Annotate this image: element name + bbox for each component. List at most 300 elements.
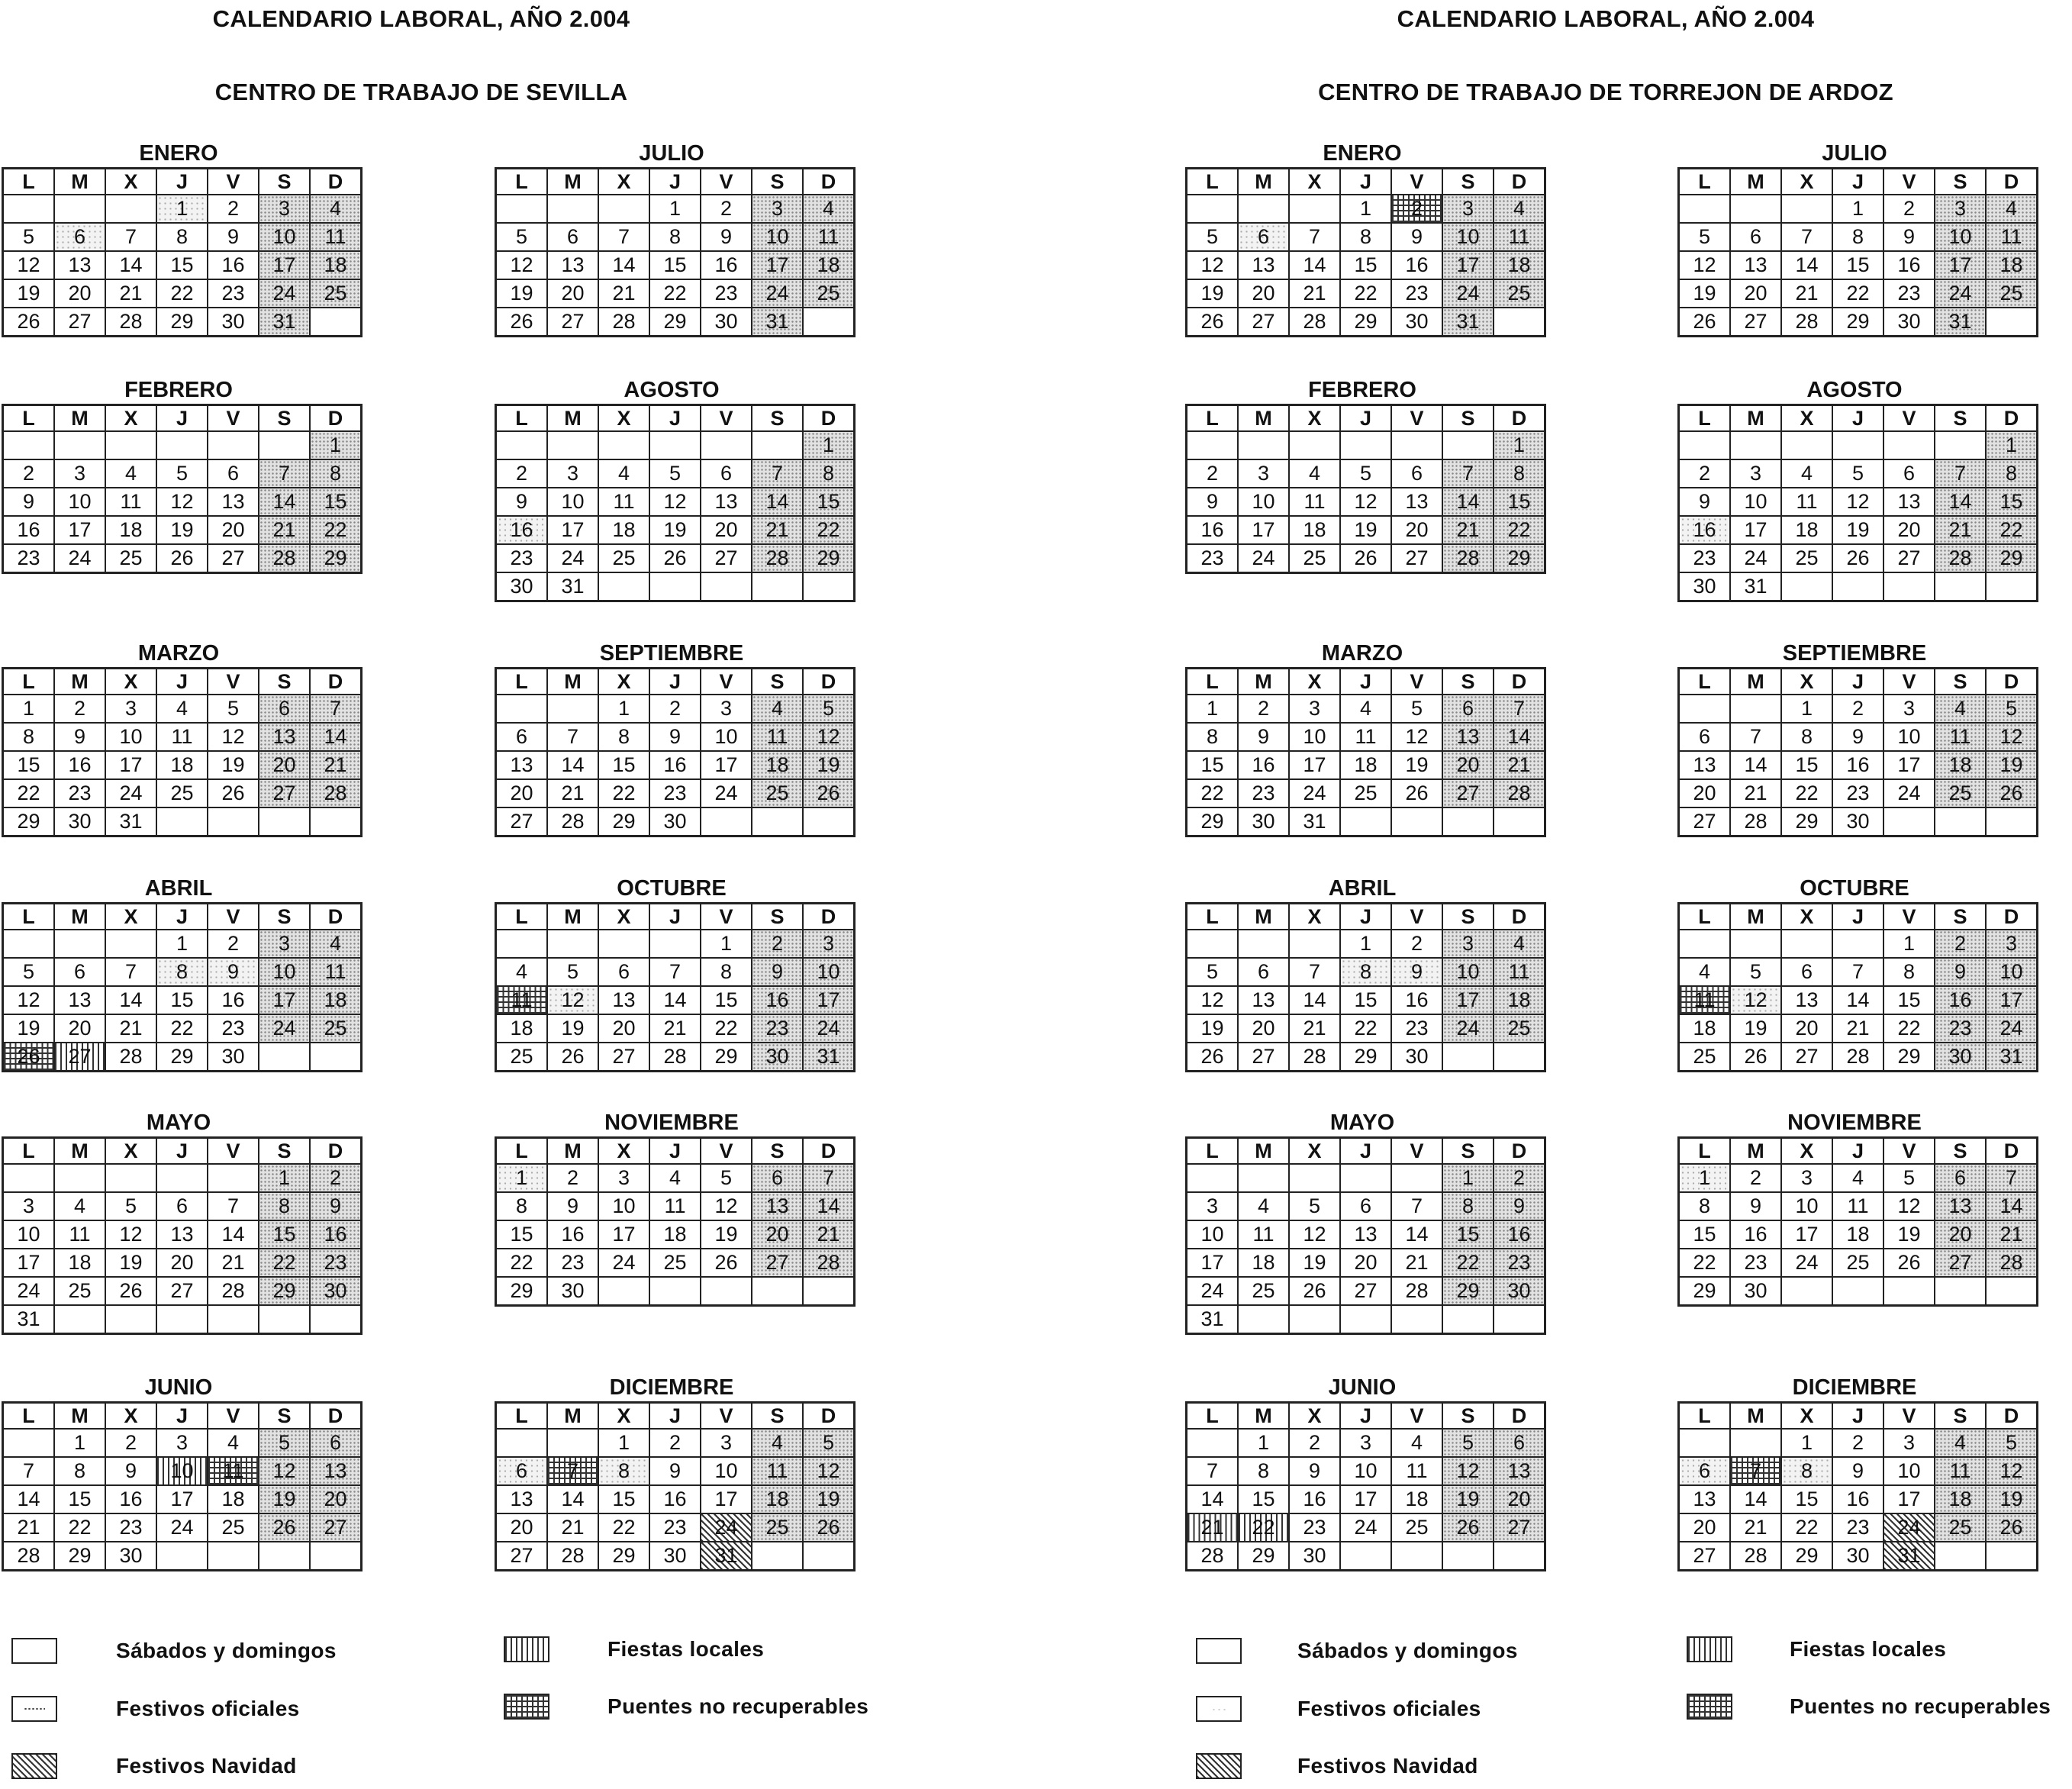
day-cell: 26	[259, 1513, 310, 1542]
day-cell: 9	[496, 488, 548, 516]
day-cell: 10	[259, 958, 310, 986]
month-name: AGOSTO	[1806, 378, 1903, 402]
legend-label-bridge-day: Puentes no recuperables	[607, 1694, 869, 1718]
week-row	[1679, 1277, 2038, 1306]
day-cell: 28	[1832, 1043, 1883, 1072]
day-cell: 10	[752, 223, 803, 251]
weekday-header: L	[1187, 405, 1239, 432]
day-cell: 4	[54, 1192, 105, 1220]
week-row	[1679, 459, 2038, 488]
weekday-header: V	[1883, 1138, 1935, 1165]
day-cell: 2	[701, 195, 752, 223]
empty-day-cell	[54, 431, 105, 459]
week-row	[3, 195, 362, 223]
day-cell: 5	[3, 958, 55, 986]
weekday-header-row	[3, 1138, 362, 1165]
day-cell: 30	[1832, 807, 1883, 836]
day-cell: 23	[1391, 279, 1442, 308]
day-cell: 3	[105, 695, 156, 723]
empty-day-cell	[310, 1043, 362, 1072]
empty-day-cell	[1391, 431, 1442, 459]
month-grid	[1677, 167, 2038, 337]
week-row	[1187, 251, 1545, 279]
week-row	[3, 251, 362, 279]
day-cell: 16	[208, 986, 259, 1014]
day-cell: 11	[1935, 1457, 1986, 1485]
week-row	[1187, 1192, 1545, 1220]
day-cell: 8	[1238, 1457, 1289, 1485]
legend-swatch-weekend	[1196, 1638, 1242, 1664]
day-cell: 26	[1442, 1513, 1494, 1542]
legend-swatch-bridge-day	[504, 1694, 549, 1720]
week-row	[496, 572, 855, 601]
day-cell: 9	[1883, 223, 1935, 251]
day-cell: 17	[1340, 1485, 1391, 1513]
day-cell: 21	[547, 779, 598, 807]
weekday-header: S	[259, 669, 310, 695]
day-cell: 31	[1187, 1305, 1239, 1334]
weekday-header: V	[1391, 904, 1442, 930]
day-cell: 2	[1679, 459, 1731, 488]
day-cell: 16	[1289, 1485, 1340, 1513]
day-cell: 16	[1679, 516, 1731, 544]
day-cell: 10	[1442, 223, 1494, 251]
weekday-header: J	[1832, 904, 1883, 930]
day-cell: 11	[310, 223, 362, 251]
sevilla-work-center-title: CENTRO DE TRABAJO DE SEVILLA	[214, 79, 628, 105]
empty-day-cell	[1832, 930, 1883, 958]
empty-day-cell	[1340, 1164, 1391, 1192]
month-name: ABRIL	[144, 876, 213, 901]
day-cell: 7	[1187, 1457, 1239, 1485]
day-cell: 22	[156, 1014, 208, 1043]
empty-day-cell	[649, 1277, 701, 1306]
day-cell: 18	[1494, 251, 1545, 279]
weekday-header: M	[54, 904, 105, 930]
month-grid	[1677, 404, 2038, 602]
day-cell: 12	[156, 488, 208, 516]
day-cell: 30	[208, 1043, 259, 1072]
week-row	[3, 223, 362, 251]
day-cell: 18	[310, 251, 362, 279]
day-cell: 31	[1986, 1043, 2038, 1072]
weekday-header: S	[752, 904, 803, 930]
sevilla-month-octubre	[495, 876, 843, 1072]
day-cell: 4	[1832, 1164, 1883, 1192]
empty-day-cell	[3, 930, 55, 958]
day-cell: 31	[3, 1305, 55, 1334]
day-cell: 27	[208, 544, 259, 573]
day-cell: 22	[310, 516, 362, 544]
day-cell: 23	[1832, 1513, 1883, 1542]
weekday-header: V	[701, 1138, 752, 1165]
legend-swatch-official-holiday	[1196, 1696, 1242, 1722]
week-row	[1187, 1277, 1545, 1305]
weekday-header: L	[3, 1138, 55, 1165]
day-cell: 23	[3, 544, 55, 573]
empty-day-cell	[1340, 1542, 1391, 1571]
day-cell: 9	[649, 723, 701, 751]
day-cell: 14	[1442, 488, 1494, 516]
day-cell: 17	[701, 751, 752, 779]
week-row	[1679, 308, 2038, 337]
day-cell: 4	[1391, 1429, 1442, 1457]
day-cell: 24	[598, 1249, 649, 1277]
day-cell: 18	[156, 751, 208, 779]
day-cell: 15	[649, 251, 701, 279]
day-cell: 28	[259, 544, 310, 573]
empty-day-cell	[310, 1542, 362, 1571]
week-row	[3, 1277, 362, 1305]
empty-day-cell	[1238, 431, 1289, 459]
day-cell: 19	[1832, 516, 1883, 544]
day-cell: 21	[310, 751, 362, 779]
weekday-header: M	[1730, 904, 1781, 930]
weekday-header: J	[1340, 169, 1391, 195]
day-cell: 18	[208, 1485, 259, 1513]
day-cell: 22	[598, 1513, 649, 1542]
week-row	[496, 807, 855, 836]
sevilla-month-junio	[2, 1375, 350, 1571]
day-cell: 13	[547, 251, 598, 279]
day-cell: 29	[598, 807, 649, 836]
day-cell: 16	[1883, 251, 1935, 279]
weekday-header: J	[1832, 1403, 1883, 1430]
weekday-header: V	[1883, 169, 1935, 195]
empty-day-cell	[1986, 1542, 2038, 1571]
weekday-header: X	[1289, 405, 1340, 432]
day-cell: 15	[54, 1485, 105, 1513]
empty-day-cell	[1679, 431, 1731, 459]
day-cell: 13	[54, 251, 105, 279]
day-cell: 24	[1187, 1277, 1239, 1305]
day-cell: 30	[752, 1043, 803, 1072]
day-cell: 29	[1781, 1542, 1832, 1571]
day-cell: 6	[1442, 695, 1494, 723]
day-cell: 10	[803, 958, 855, 986]
empty-day-cell	[3, 1164, 55, 1192]
day-cell: 20	[1679, 779, 1731, 807]
day-cell: 14	[3, 1485, 55, 1513]
day-cell: 26	[1391, 779, 1442, 807]
day-cell: 19	[803, 751, 855, 779]
empty-day-cell	[54, 195, 105, 223]
day-cell: 30	[1935, 1043, 1986, 1072]
week-row	[1679, 723, 2038, 751]
day-cell: 8	[156, 958, 208, 986]
day-cell: 7	[105, 958, 156, 986]
weekday-header: J	[1340, 405, 1391, 432]
day-cell: 19	[496, 279, 548, 308]
day-cell: 3	[1730, 459, 1781, 488]
week-row	[3, 431, 362, 459]
week-row	[496, 516, 855, 544]
day-cell: 14	[1391, 1220, 1442, 1249]
day-cell: 20	[259, 751, 310, 779]
empty-day-cell	[1935, 1277, 1986, 1306]
day-cell: 1	[649, 195, 701, 223]
day-cell: 6	[1238, 223, 1289, 251]
month-grid	[495, 1401, 856, 1571]
day-cell: 10	[701, 723, 752, 751]
day-cell: 5	[105, 1192, 156, 1220]
day-cell: 14	[1781, 251, 1832, 279]
empty-day-cell	[259, 807, 310, 836]
day-cell: 20	[547, 279, 598, 308]
weekday-header: V	[701, 669, 752, 695]
day-cell: 22	[701, 1014, 752, 1043]
day-cell: 16	[1832, 1485, 1883, 1513]
day-cell: 11	[752, 723, 803, 751]
weekday-header: S	[1935, 405, 1986, 432]
empty-day-cell	[1730, 930, 1781, 958]
day-cell: 5	[1730, 958, 1781, 986]
month-name: JUNIO	[144, 1375, 213, 1400]
day-cell: 28	[1391, 1277, 1442, 1305]
day-cell: 1	[156, 930, 208, 958]
day-cell: 10	[1730, 488, 1781, 516]
weekday-header: J	[156, 904, 208, 930]
legend-label-christmas-holiday: Festivos Navidad	[116, 1754, 297, 1778]
weekday-header: S	[259, 1403, 310, 1430]
empty-day-cell	[1781, 195, 1832, 223]
weekday-header-row	[1679, 169, 2038, 195]
weekday-header: V	[1391, 169, 1442, 195]
day-cell: 10	[1442, 958, 1494, 986]
week-row	[1187, 308, 1545, 337]
day-cell: 28	[105, 308, 156, 337]
month-name: DICIEMBRE	[609, 1375, 734, 1400]
day-cell: 25	[1494, 279, 1545, 308]
day-cell: 23	[208, 1014, 259, 1043]
weekday-header: X	[598, 904, 649, 930]
day-cell: 30	[1238, 807, 1289, 836]
empty-day-cell	[259, 1305, 310, 1334]
week-row	[496, 1485, 855, 1513]
day-cell: 11	[1494, 223, 1545, 251]
day-cell: 6	[1494, 1429, 1545, 1457]
sevilla-month-noviembre	[495, 1110, 843, 1307]
empty-day-cell	[259, 1043, 310, 1072]
empty-day-cell	[1391, 1305, 1442, 1334]
week-row	[496, 1457, 855, 1485]
day-cell: 9	[1730, 1192, 1781, 1220]
week-row	[496, 195, 855, 223]
day-cell: 7	[1832, 958, 1883, 986]
weekday-header: S	[259, 904, 310, 930]
weekday-header: D	[310, 1138, 362, 1165]
day-cell: 7	[105, 223, 156, 251]
day-cell: 16	[547, 1220, 598, 1249]
weekday-header: V	[208, 1138, 259, 1165]
day-cell: 9	[208, 958, 259, 986]
day-cell: 22	[1340, 1014, 1391, 1043]
month-grid	[1677, 902, 2038, 1072]
day-cell: 7	[547, 1457, 598, 1485]
day-cell: 16	[1391, 986, 1442, 1014]
day-cell: 11	[54, 1220, 105, 1249]
empty-day-cell	[1494, 1542, 1545, 1571]
weekday-header: M	[1730, 169, 1781, 195]
weekday-header: L	[1679, 169, 1731, 195]
day-cell: 21	[547, 1513, 598, 1542]
month-grid	[1677, 1136, 2038, 1307]
day-cell: 16	[1187, 516, 1239, 544]
day-cell: 28	[208, 1277, 259, 1305]
day-cell: 28	[1986, 1249, 2038, 1277]
day-cell: 21	[1832, 1014, 1883, 1043]
weekday-header: L	[496, 169, 548, 195]
day-cell: 5	[208, 695, 259, 723]
day-cell: 4	[105, 459, 156, 488]
day-cell: 3	[1442, 195, 1494, 223]
day-cell: 17	[701, 1485, 752, 1513]
day-cell: 25	[1935, 779, 1986, 807]
empty-day-cell	[547, 431, 598, 459]
empty-day-cell	[1781, 572, 1832, 601]
day-cell: 4	[752, 1429, 803, 1457]
day-cell: 24	[1986, 1014, 2038, 1043]
day-cell: 15	[598, 751, 649, 779]
day-cell: 1	[1238, 1429, 1289, 1457]
day-cell: 9	[1832, 1457, 1883, 1485]
day-cell: 12	[1391, 723, 1442, 751]
weekday-header: S	[1442, 1403, 1494, 1430]
day-cell: 17	[1187, 1249, 1239, 1277]
week-row	[496, 1192, 855, 1220]
empty-day-cell	[1986, 308, 2038, 337]
weekday-header: V	[1391, 405, 1442, 432]
legend-label-weekend: Sábados y domingos	[1297, 1639, 1518, 1662]
week-row	[1187, 751, 1545, 779]
legend-label-weekend: Sábados y domingos	[116, 1639, 337, 1662]
day-cell: 8	[1340, 223, 1391, 251]
week-row	[3, 986, 362, 1014]
day-cell: 8	[496, 1192, 548, 1220]
day-cell: 19	[649, 516, 701, 544]
day-cell: 14	[752, 488, 803, 516]
day-cell: 6	[1679, 1457, 1731, 1485]
month-name: MARZO	[137, 641, 220, 666]
month-name: MAYO	[146, 1110, 211, 1135]
torrejon-month-mayo	[1185, 1110, 1533, 1335]
empty-day-cell	[1442, 1043, 1494, 1072]
day-cell: 5	[803, 695, 855, 723]
empty-day-cell	[310, 1305, 362, 1334]
day-cell: 5	[1986, 1429, 2038, 1457]
weekday-header: V	[701, 1403, 752, 1430]
day-cell: 13	[496, 1485, 548, 1513]
day-cell: 19	[1986, 751, 2038, 779]
weekday-header: M	[547, 669, 598, 695]
day-cell: 2	[1289, 1429, 1340, 1457]
day-cell: 4	[1340, 695, 1391, 723]
week-row	[3, 930, 362, 958]
day-cell: 16	[701, 251, 752, 279]
day-cell: 26	[1289, 1277, 1340, 1305]
day-cell: 24	[105, 779, 156, 807]
weekday-header: D	[803, 669, 855, 695]
day-cell: 27	[1935, 1249, 1986, 1277]
weekday-header: M	[1238, 669, 1289, 695]
day-cell: 5	[1832, 459, 1883, 488]
day-cell: 21	[1289, 279, 1340, 308]
day-cell: 2	[547, 1164, 598, 1192]
day-cell: 27	[259, 779, 310, 807]
day-cell: 3	[803, 930, 855, 958]
day-cell: 21	[1986, 1220, 2038, 1249]
week-row	[496, 1429, 855, 1457]
empty-day-cell	[1679, 195, 1731, 223]
day-cell: 21	[598, 279, 649, 308]
month-name: DICIEMBRE	[1792, 1375, 1917, 1400]
day-cell: 18	[1986, 251, 2038, 279]
day-cell: 18	[1781, 516, 1832, 544]
month-name: JULIO	[1822, 141, 1887, 166]
empty-day-cell	[1238, 930, 1289, 958]
sevilla-month-enero	[2, 141, 350, 337]
weekday-header: L	[1187, 169, 1239, 195]
day-cell: 29	[1883, 1043, 1935, 1072]
weekday-header: D	[1494, 169, 1545, 195]
day-cell: 26	[701, 1249, 752, 1277]
day-cell: 2	[208, 930, 259, 958]
weekday-header: J	[649, 169, 701, 195]
day-cell: 25	[105, 544, 156, 573]
day-cell: 11	[1289, 488, 1340, 516]
day-cell: 8	[1986, 459, 2038, 488]
week-row	[496, 1513, 855, 1542]
day-cell: 4	[310, 195, 362, 223]
day-cell: 13	[1238, 251, 1289, 279]
day-cell: 22	[1442, 1249, 1494, 1277]
day-cell: 19	[1679, 279, 1731, 308]
weekday-header: M	[1730, 1138, 1781, 1165]
day-cell: 22	[54, 1513, 105, 1542]
day-cell: 6	[1679, 723, 1731, 751]
day-cell: 28	[752, 544, 803, 572]
weekday-header-row	[1187, 1138, 1545, 1165]
day-cell: 1	[310, 431, 362, 459]
day-cell: 28	[803, 1249, 855, 1277]
legend-label-local-holiday: Fiestas locales	[607, 1637, 765, 1661]
day-cell: 10	[547, 488, 598, 516]
week-row	[1187, 1220, 1545, 1249]
weekday-header: S	[752, 169, 803, 195]
day-cell: 24	[1238, 544, 1289, 573]
day-cell: 2	[752, 930, 803, 958]
weekday-header: J	[156, 405, 208, 432]
weekday-header: D	[1986, 169, 2038, 195]
empty-day-cell	[1883, 1277, 1935, 1306]
legend-swatch-local-holiday	[1687, 1636, 1732, 1662]
day-cell: 15	[598, 1485, 649, 1513]
day-cell: 18	[496, 1014, 548, 1043]
week-row	[1679, 1513, 2038, 1542]
empty-day-cell	[1187, 1164, 1239, 1192]
day-cell: 7	[1289, 223, 1340, 251]
week-row	[3, 1429, 362, 1457]
day-cell: 1	[1986, 431, 2038, 459]
day-cell: 12	[803, 723, 855, 751]
day-cell: 27	[1494, 1513, 1545, 1542]
legend-label-official-holiday: Festivos oficiales	[1297, 1697, 1481, 1720]
day-cell: 27	[752, 1249, 803, 1277]
weekday-header: X	[1781, 904, 1832, 930]
weekday-header: L	[496, 405, 548, 432]
week-row	[1187, 930, 1545, 958]
month-grid	[495, 404, 856, 602]
